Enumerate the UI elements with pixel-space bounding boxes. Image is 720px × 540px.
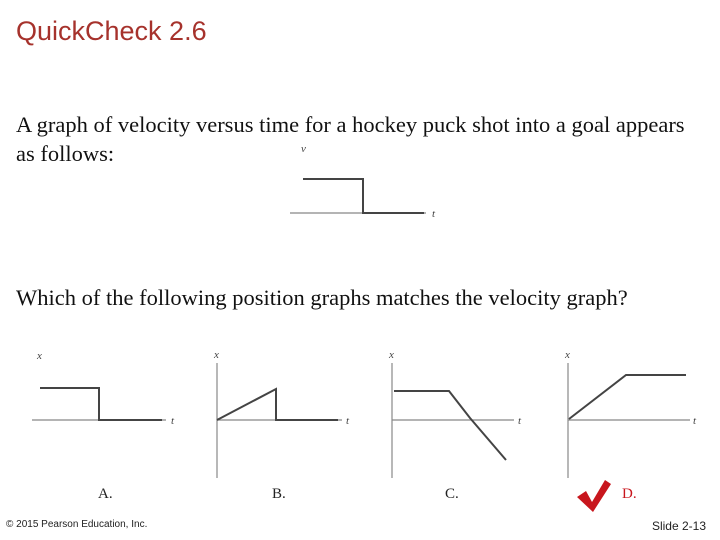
option-d-x-label: t xyxy=(693,415,697,427)
option-c-y-label: x xyxy=(389,349,394,361)
option-a-line xyxy=(40,388,162,420)
slide-title: QuickCheck 2.6 xyxy=(16,16,207,46)
velocity-x-label: t xyxy=(432,208,436,220)
option-c-line xyxy=(394,391,506,460)
option-b-label[interactable]: B. xyxy=(272,486,286,502)
option-b-x-label: t xyxy=(346,415,350,427)
option-c-x-label: t xyxy=(518,415,522,427)
question-intro: A graph of velocity versus time for a hockey puck shot into a goal appears as follows: xyxy=(16,112,685,166)
option-b-graph[interactable] xyxy=(213,349,350,478)
option-b-line xyxy=(217,389,338,420)
option-d-label[interactable]: D. xyxy=(622,486,637,502)
velocity-y-label: v xyxy=(301,143,306,155)
option-a-x-label: t xyxy=(171,415,175,427)
option-b-y-label: x xyxy=(214,349,219,361)
option-d-y-label: x xyxy=(565,349,570,361)
copyright-text: © 2015 Pearson Education, Inc. xyxy=(6,519,148,530)
question-prompt: Which of the following position graphs matches the velocity graph? xyxy=(16,285,628,310)
option-d-line xyxy=(569,375,686,419)
option-c-graph[interactable] xyxy=(388,349,522,478)
option-c-label[interactable]: C. xyxy=(445,486,459,502)
slide-number: Slide 2-13 xyxy=(651,519,706,533)
option-a-label[interactable]: A. xyxy=(98,486,113,502)
option-a-graph[interactable] xyxy=(32,350,175,427)
option-d-graph[interactable] xyxy=(564,349,697,478)
option-a-y-label: x xyxy=(37,350,42,362)
checkmark-icon xyxy=(577,480,611,512)
